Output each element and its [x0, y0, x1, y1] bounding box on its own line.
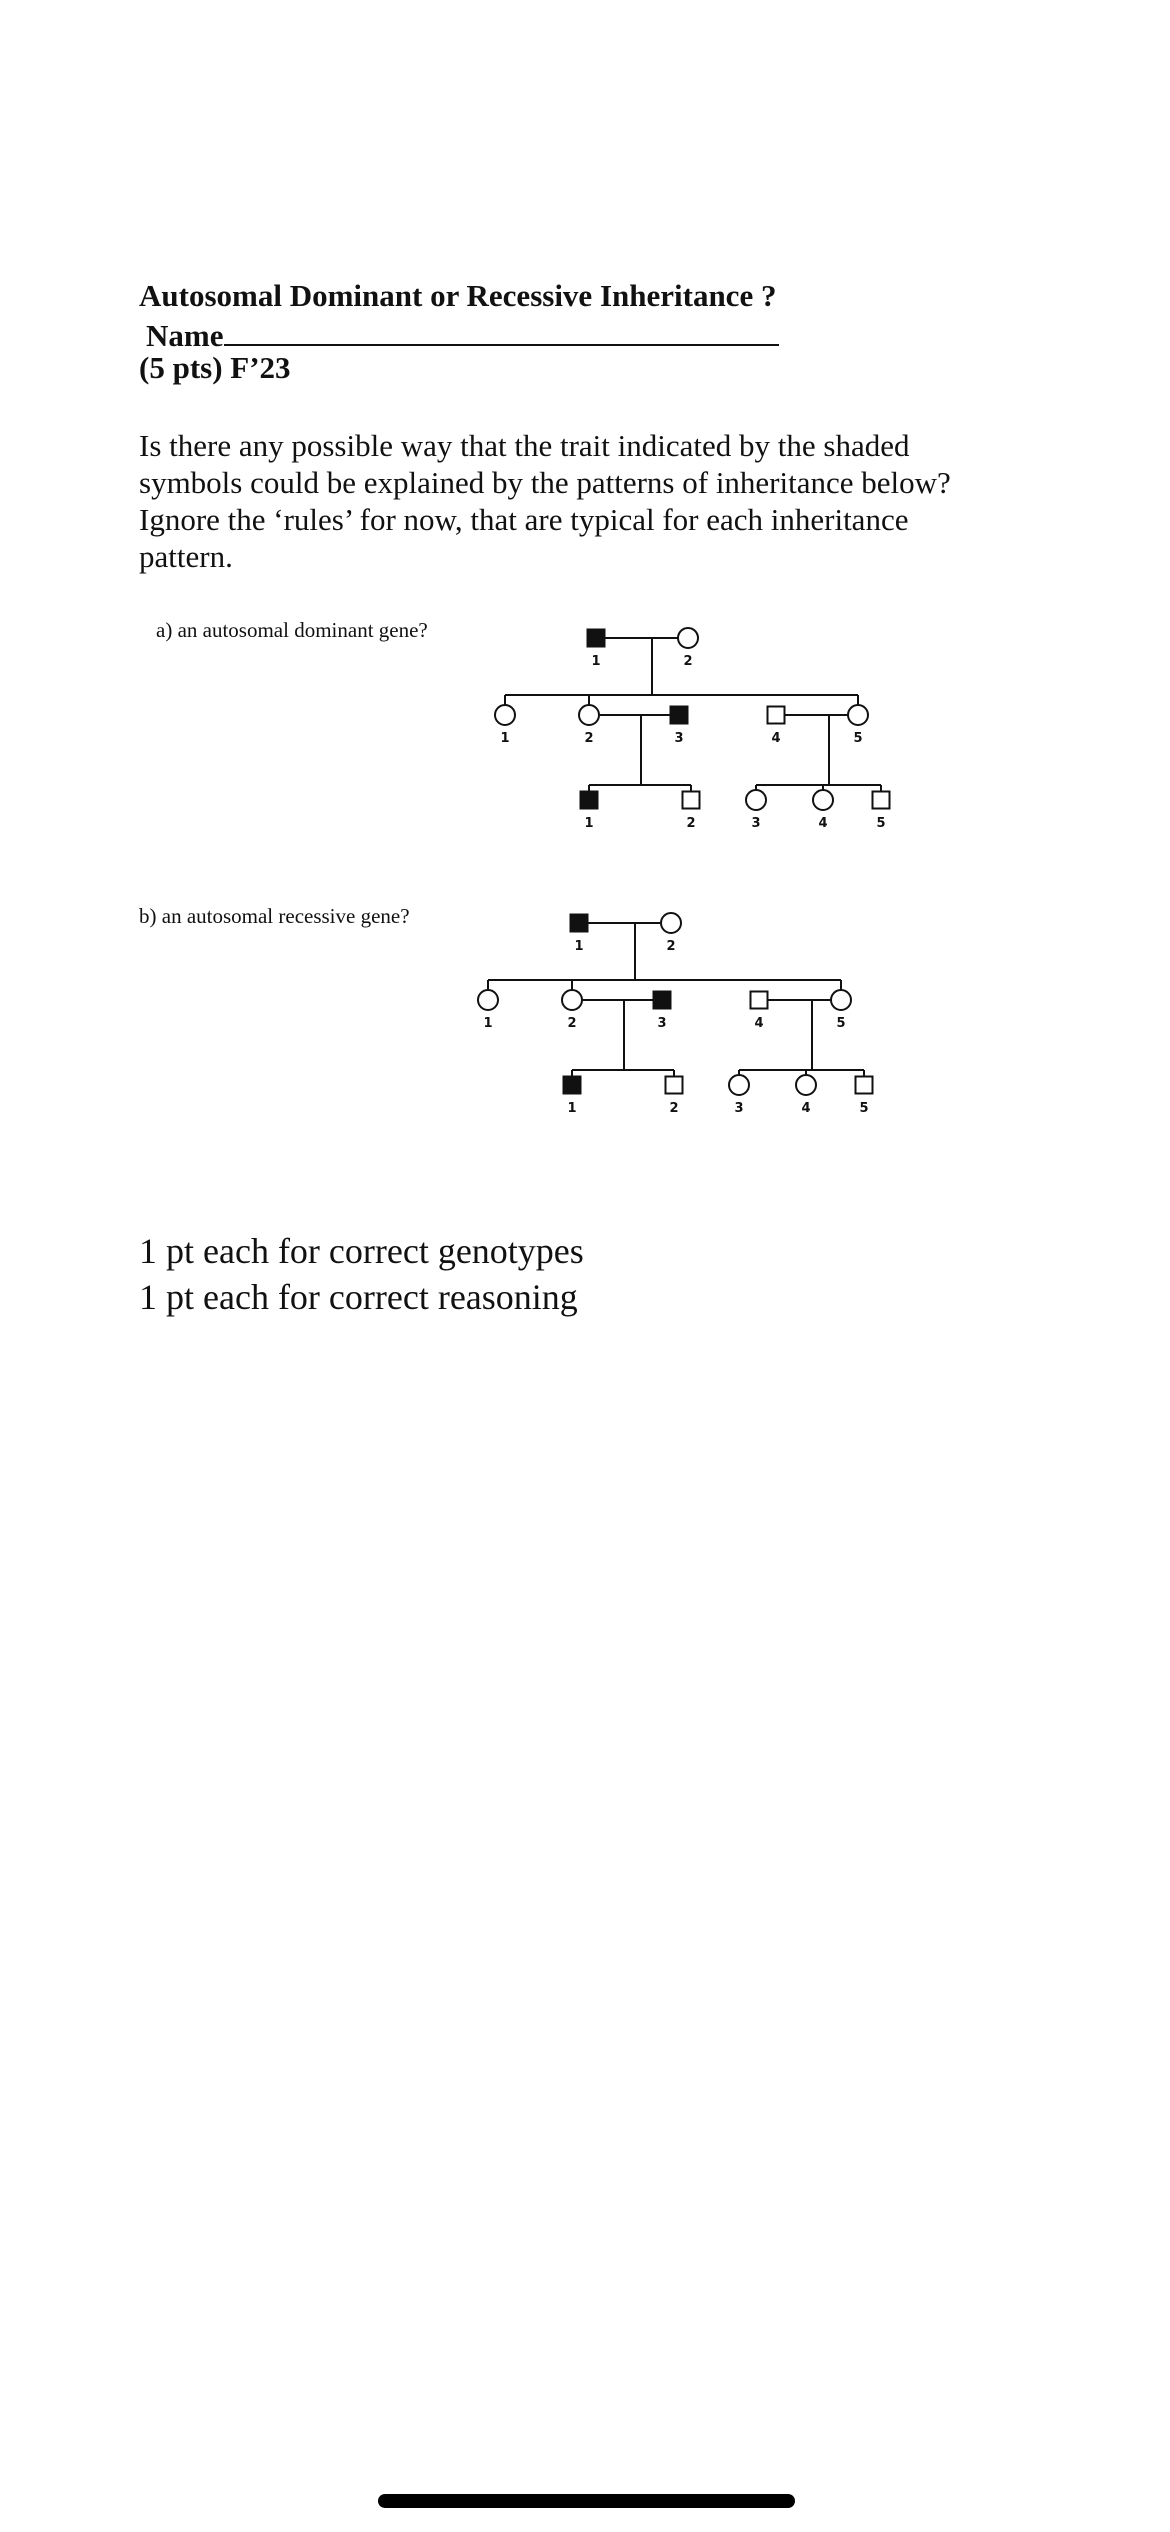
scoring-line: 1 pt each for correct reasoning — [139, 1277, 578, 1317]
question-line: Is there any possible way that the trait indicated by the shaded — [139, 428, 910, 463]
gen3-individual-2-unaffected-number: 2 — [669, 1101, 679, 1116]
gen3-individual-3-unaffected-number: 3 — [734, 1101, 744, 1116]
gen1-individual-1-affected-square — [571, 915, 588, 932]
gen1-individual-2-unaffected-circle — [661, 913, 681, 933]
gen2-individual-5-unaffected-number: 5 — [853, 731, 863, 746]
gen1-individual-2-unaffected-number: 2 — [683, 654, 693, 669]
gen3-individual-5-unaffected-square — [873, 792, 890, 809]
gen3-individual-1-affected-number: 1 — [567, 1101, 577, 1116]
name-field — [146, 314, 779, 354]
gen1-individual-1-affected-square — [588, 630, 605, 647]
gen3-individual-3-unaffected-circle — [729, 1075, 749, 1095]
gen1-individual-2-unaffected-circle — [678, 628, 698, 648]
gen3-individual-1-affected-square — [564, 1077, 581, 1094]
name-label: Name — [146, 318, 224, 353]
gen3-individual-2-unaffected-square — [683, 792, 700, 809]
gen3-individual-4-unaffected-circle — [796, 1075, 816, 1095]
gen2-individual-3-affected-number: 3 — [674, 731, 684, 746]
part-a-label: a) an autosomal dominant gene? — [156, 618, 428, 642]
gen2-individual-4-unaffected-number: 4 — [771, 731, 781, 746]
gen3-individual-4-unaffected-number: 4 — [801, 1101, 811, 1116]
question-paragraph — [139, 427, 1039, 575]
gen3-individual-4-unaffected-number: 4 — [818, 816, 828, 831]
pedigree-a — [495, 628, 890, 831]
question-line: Ignore the ‘rules’ for now, that are typical for each inheritance — [139, 502, 909, 537]
gen2-individual-4-unaffected-square — [751, 992, 768, 1009]
gen3-individual-5-unaffected-number: 5 — [876, 816, 886, 831]
question-line: symbols could be explained by the patterns of inheritance below? — [139, 465, 951, 500]
scoring-notes — [139, 1228, 584, 1320]
scoring-line: 1 pt each for correct genotypes — [139, 1231, 584, 1271]
gen2-individual-2-unaffected-number: 2 — [584, 731, 594, 746]
gen2-individual-2-unaffected-circle — [562, 990, 582, 1010]
gen3-individual-3-unaffected-number: 3 — [751, 816, 761, 831]
gen2-individual-3-affected-square — [654, 992, 671, 1009]
gen3-individual-2-unaffected-number: 2 — [686, 816, 696, 831]
gen2-individual-4-unaffected-square — [768, 707, 785, 724]
gen3-individual-2-unaffected-square — [666, 1077, 683, 1094]
gen2-individual-1-unaffected-number: 1 — [500, 731, 510, 746]
gen2-individual-1-unaffected-circle — [478, 990, 498, 1010]
gen3-individual-5-unaffected-number: 5 — [859, 1101, 869, 1116]
gen1-individual-2-unaffected-number: 2 — [666, 939, 676, 954]
gen2-individual-5-unaffected-circle — [848, 705, 868, 725]
gen2-individual-2-unaffected-circle — [579, 705, 599, 725]
gen2-individual-1-unaffected-number: 1 — [483, 1016, 493, 1031]
gen2-individual-2-unaffected-number: 2 — [567, 1016, 577, 1031]
gen3-individual-5-unaffected-square — [856, 1077, 873, 1094]
gen3-individual-1-affected-square — [581, 792, 598, 809]
gen2-individual-5-unaffected-number: 5 — [836, 1016, 846, 1031]
gen1-individual-1-affected-number: 1 — [574, 939, 584, 954]
pedigree-b — [478, 913, 873, 1116]
home-indicator[interactable] — [378, 2494, 795, 2508]
worksheet-title: Autosomal Dominant or Recessive Inheritance ? — [139, 278, 777, 313]
part-b-label: b) an autosomal recessive gene? — [139, 904, 410, 928]
points-line: (5 pts) F’23 — [139, 350, 291, 385]
gen2-individual-4-unaffected-number: 4 — [754, 1016, 764, 1031]
gen3-individual-1-affected-number: 1 — [584, 816, 594, 831]
gen2-individual-5-unaffected-circle — [831, 990, 851, 1010]
gen1-individual-1-affected-number: 1 — [591, 654, 601, 669]
gen2-individual-3-affected-number: 3 — [657, 1016, 667, 1031]
question-line: pattern. — [139, 539, 233, 574]
gen2-individual-3-affected-square — [671, 707, 688, 724]
name-blank-line — [224, 314, 779, 346]
gen3-individual-3-unaffected-circle — [746, 790, 766, 810]
gen3-individual-4-unaffected-circle — [813, 790, 833, 810]
gen2-individual-1-unaffected-circle — [495, 705, 515, 725]
